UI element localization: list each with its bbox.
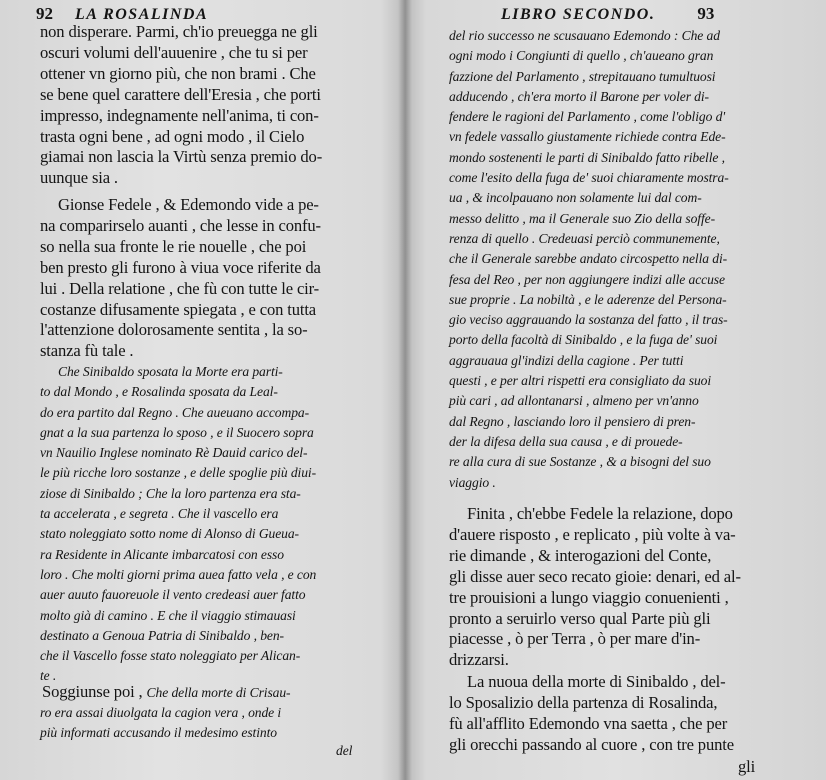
text-line: gnat a la sua partenza lo sposo , e il Suocero sopra — [40, 424, 314, 440]
right-italic-passage — [449, 26, 729, 493]
text-line: ua , & incolpauano non solamente lui dal com- — [449, 190, 702, 206]
text-line: uunque sia . — [40, 168, 118, 188]
text-line: vn fedele vassallo giustamente richiede contra Ede- — [449, 129, 726, 145]
text-line: loro . Che molti giorni prima auea fatto vela , e con — [40, 566, 317, 582]
text-line: do era partito dal Regno . Che aueuano accompa- — [40, 404, 310, 420]
running-head-right: LIBRO SECONDO. — [501, 6, 656, 23]
text-line: del rio successo ne scusauano Edemondo : Che ad — [449, 28, 720, 43]
text-line: mondo sostenenti le parti di Sinibaldo fatto ribelle , — [449, 149, 725, 165]
left-paragraph-1 — [40, 22, 322, 189]
text-line: lo Sposalizio della partenza di Rosalinda, — [449, 692, 718, 712]
text-line: tre prouisioni a lungo viaggio conuenienti , — [449, 587, 729, 607]
text-line: più informati accusando il medesimo estinto — [40, 725, 277, 741]
text-line: dal Regno , lasciando loro il pensiero di pren- — [449, 413, 696, 429]
text-line: ro era assai diuolgata la cagion vera , onde i — [40, 705, 282, 720]
text-line: oscuri volumi dell'auuenire , che tu si per — [40, 42, 308, 62]
right-page — [405, 0, 826, 780]
text-line: se bene quel carattere dell'Eresia , che porti — [40, 84, 321, 104]
right-running-header — [501, 4, 714, 24]
text-line: non disperare. Parmi, ch'io preuegga ne gli — [40, 22, 318, 41]
text-line: sue proprie . La nobiltà , e le aderenze del Persona- — [449, 291, 727, 307]
catchword-right: gli — [738, 757, 756, 776]
text-line: fendere le ragioni del Parlamento , come l'obligo d' — [449, 109, 726, 125]
right-paragraph-1 — [449, 504, 741, 671]
left-paragraph-2 — [40, 195, 321, 362]
text-line: fesa del Reo , per non aggiungere indizi alle accuse — [449, 271, 725, 287]
text-line: come l'esito della fuga de' suoi chiaramente mostra- — [449, 170, 729, 186]
text-line: ta accelerata , e segreta . Che il vascello era — [40, 506, 279, 522]
text-line: gio veciso aggrauando la sostanza del fatto , il tras- — [449, 312, 728, 328]
text-line: auer auuto fauoreuole il vento credeasi auer fatto — [40, 587, 306, 603]
text-line: gli disse auer seco recato gioie: denari, ed al- — [449, 566, 741, 586]
text-line: che il Vascello fosse stato noleggiato per Alican- — [40, 648, 301, 664]
text-line: der la difesa della sua causa , e di prouede- — [449, 433, 683, 449]
text-line: aggrauaua gl'indizi della cagione . Per tutti — [449, 352, 684, 368]
text-line: te . — [40, 668, 57, 684]
text-line: Gionse Fedele , & Edemondo vide a pe- — [58, 195, 319, 214]
text-line: costanze difusamente spiegata , e con tutta — [40, 299, 316, 319]
page-gutter — [398, 0, 412, 780]
text-line: ben presto gli furono à viua voce riferite da — [40, 257, 321, 277]
text-line: so nella sua fronte le rie nouelle , che poi — [40, 236, 307, 256]
text-line: lui . Della relatione , che fù con tutte le cir- — [40, 278, 320, 298]
text-line: l'attenzione dolorosamente sentita , la so- — [40, 320, 308, 340]
text-line: stanza fù tale . — [40, 341, 134, 361]
text-line: pronto a seruirlo verso qual Parte più gli — [449, 608, 711, 628]
page-number-right: 93 — [697, 4, 715, 23]
text-line — [40, 682, 290, 703]
text-line: fazzione del Parlamento , strepitauano tumultuosi — [449, 68, 716, 84]
text-line: messo delitto , ma il Generale suo Zio della soffe- — [449, 210, 715, 226]
text-line: re alla cura di sue Sostanze , & a bisogni del suo — [449, 454, 711, 470]
text-line: d'auere risposto , e replicato , più volte à va- — [449, 524, 736, 544]
left-italic-passage — [40, 362, 316, 687]
text-line: questi , e per altri rispetti era consigliato da suoi — [449, 373, 712, 389]
text-line: trasta ogni bene , ad ogni modo , il Cielo — [40, 126, 305, 146]
text-line: gli orecchi passando al cuore , con tre punte — [449, 734, 734, 754]
left-page — [0, 0, 405, 780]
text-line: giamai non lascia la Virtù senza premio do- — [40, 147, 323, 167]
paragraph-3-roman: Soggiunse poi , — [42, 682, 147, 701]
left-paragraph-3 — [40, 682, 290, 744]
text-line: destinato a Genoua Patria di Sinibaldo , ben- — [40, 627, 284, 643]
text-line: renza di quello . Credeuasi perciò communemente, — [449, 230, 720, 246]
catchword-left: del — [336, 743, 353, 758]
left-running-header — [36, 4, 208, 24]
text-line: ogni modo i Congiunti di quello , ch'aueano gran — [449, 48, 714, 64]
text-line: ottener vn giorno più, che non brami . Che — [40, 63, 316, 83]
page-number-left: 92 — [36, 4, 53, 23]
text-line: che il Generale sarebbe andato circospetto nella di- — [449, 251, 728, 267]
text-line: drizzarsi. — [449, 650, 509, 670]
text-line: fù all'afflito Edemondo vna saetta , che per — [449, 713, 728, 733]
text-line: le più ricche loro sostanze , e delle spoglie più diui- — [40, 465, 317, 481]
text-line: ra Residente in Alicante imbarcatosi con esso — [40, 546, 284, 562]
text-line: to dal Mondo , e Rosalinda sposata da Leal- — [40, 384, 278, 400]
text-line: rie dimande , & interogazioni del Conte, — [449, 545, 712, 565]
text-line: più cari , ad allontanarsi , almeno per vn'anno — [449, 393, 699, 409]
text-line: ziose di Sinibaldo ; Che la loro partenza era sta- — [40, 485, 301, 501]
text-line: vn Nauilio Inglese nominato Rè Dauid carico del- — [40, 445, 308, 461]
text-line: stato noleggiato sotto nome di Alonso di Gueua- — [40, 526, 299, 542]
running-head-left: LA ROSALINDA — [75, 6, 209, 23]
right-paragraph-2 — [449, 672, 734, 756]
text-line: Che Sinibaldo sposata la Morte era parti- — [58, 364, 283, 379]
text-line: adducendo , ch'era morto il Barone per voler di- — [449, 88, 709, 104]
text-line: impresso, indegnamente nell'anima, ti con- — [40, 105, 319, 125]
text-line: Finita , ch'ebbe Fedele la relazione, dopo — [467, 504, 733, 523]
paragraph-3-italic: Che della morte di Crisau- — [146, 685, 291, 700]
text-line: viaggio . — [449, 474, 496, 490]
text-line: piacesse , ò per Terra , ò per mare d'in- — [449, 629, 701, 649]
text-line: molto già di camino . E che il viaggio stimauasi — [40, 607, 296, 623]
text-line: La nuoua della morte di Sinibaldo , del- — [467, 672, 726, 691]
text-line: na comparirselo auanti , che lesse in confu- — [40, 215, 321, 235]
text-line: porto della facoltà di Sinibaldo , e la fuga de' suoi — [449, 332, 718, 348]
